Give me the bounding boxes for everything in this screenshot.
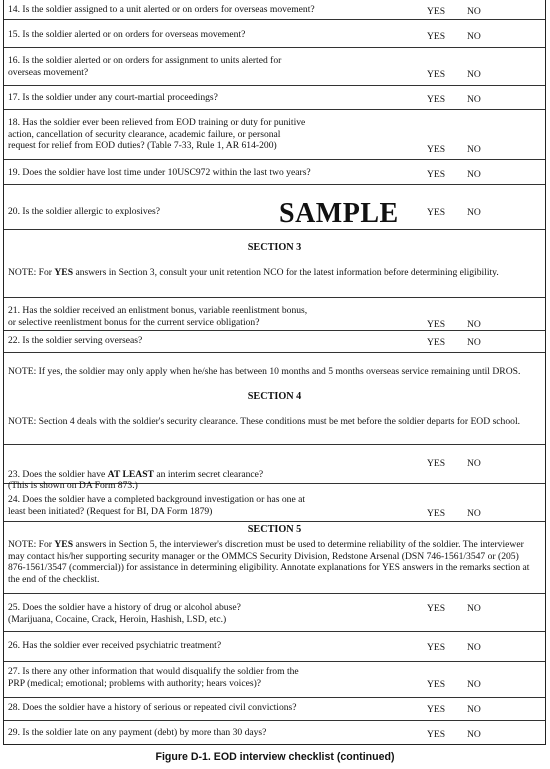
yes-option[interactable]: YES xyxy=(427,704,446,715)
no-option[interactable]: NO xyxy=(467,31,481,42)
question-text: 27. Is there any other information that would disqualify the soldier from the PRP (medical; emotional; problems with authority; hears voices)? xyxy=(8,666,299,689)
question-row-29 xyxy=(4,721,545,744)
question-row-14 xyxy=(4,0,545,20)
question-row-21 xyxy=(4,298,545,331)
overseas-note: NOTE: If yes, the soldier may only apply when he/she has between 10 months and 5 months overseas service remaining until DROS. xyxy=(8,366,521,377)
yes-option[interactable]: YES xyxy=(427,6,446,17)
section-5-heading: SECTION 5 xyxy=(247,524,302,535)
question-text: 29. Is the soldier late on any payment (debt) by more than 30 days? xyxy=(8,727,267,738)
yes-option[interactable]: YES xyxy=(427,729,446,740)
question-row-26 xyxy=(4,632,545,662)
question-row-25 xyxy=(4,594,545,632)
question-row-16 xyxy=(4,48,545,86)
no-option[interactable]: NO xyxy=(467,704,481,715)
no-option[interactable]: NO xyxy=(467,642,481,653)
question-text: 21. Has the soldier received an enlistment bonus, variable reenlistment bonus, or selective reenlistment bonus for the current service obligation? xyxy=(8,305,308,328)
question-row-18 xyxy=(4,110,545,160)
question-text: 22. Is the soldier serving overseas? xyxy=(8,335,143,346)
question-text: 28. Does the soldier have a history of serious or repeated civil convictions? xyxy=(8,702,297,713)
no-option[interactable]: NO xyxy=(467,94,481,105)
yes-option[interactable]: YES xyxy=(427,458,446,469)
yes-option[interactable]: YES xyxy=(427,337,446,348)
yes-option[interactable]: YES xyxy=(427,679,446,690)
section-3-heading: SECTION 3 xyxy=(247,242,302,253)
no-option[interactable]: NO xyxy=(467,458,481,469)
no-option[interactable]: NO xyxy=(467,679,481,690)
yes-option[interactable]: YES xyxy=(427,94,446,105)
no-option[interactable]: NO xyxy=(467,729,481,740)
no-option[interactable]: NO xyxy=(467,69,481,80)
question-text: 16. Is the soldier alerted or on orders for assignment to units alerted for overseas movement? xyxy=(8,55,282,78)
question-text: 17. Is the soldier under any court-martial proceedings? xyxy=(8,92,218,103)
question-text: 20. Is the soldier allergic to explosives? xyxy=(8,206,160,217)
checklist-frame xyxy=(3,0,546,745)
question-row-20 xyxy=(4,185,545,230)
note-text: NOTE: For YES answers in Section 5, the interviewer's discretion must be used to determine reliability of the soldier. The interviewer may contact his/her supporting security manager or the OMMCS Security Division, Redstone Arsenal (DSN 746-1561/3547 or (205) 876-1561/3547 (commercial)) for assistance in determining eligibility. Annotate explanations for YES answers in the remarks section at the end of the checklist. xyxy=(8,539,530,585)
figure-caption: Figure D-1. EOD interview checklist (continued) xyxy=(155,751,395,763)
question-row-22 xyxy=(4,331,545,353)
question-text: 14. Is the soldier assigned to a unit alerted or on orders for overseas movement? xyxy=(8,4,315,15)
section-5-note xyxy=(4,522,545,594)
question-text: 25. Does the soldier have a history of drug or alcohol abuse? (Marijuana, Cocaine, Crack, Heroin, Hashish, LSD, etc.) xyxy=(8,602,241,625)
yes-option[interactable]: YES xyxy=(427,31,446,42)
sample-watermark: SAMPLE xyxy=(279,198,399,229)
question-row-23 xyxy=(4,445,545,492)
no-option[interactable]: NO xyxy=(467,319,481,330)
yes-option[interactable]: YES xyxy=(427,319,446,330)
question-text: 18. Has the soldier ever been relieved from EOD training or duty for punitive action, cancellation of security clearance, academic failure, or personal request for relief from EOD duties? (Table 7-33, Rule 1, AR 614-200) xyxy=(8,117,306,152)
question-text: 26. Has the soldier ever received psychiatric treatment? xyxy=(8,640,222,651)
no-option[interactable]: NO xyxy=(467,337,481,348)
yes-option[interactable]: YES xyxy=(427,169,446,180)
note-text: NOTE: Section 4 deals with the soldier's security clearance. These conditions must be met before the soldier departs for EOD school. xyxy=(8,416,521,427)
yes-option[interactable]: YES xyxy=(427,144,446,155)
yes-option[interactable]: YES xyxy=(427,508,446,519)
question-row-17 xyxy=(4,86,545,110)
question-row-28 xyxy=(4,698,545,721)
question-text: 19. Does the soldier have lost time under 10USC972 within the last two years? xyxy=(8,167,311,178)
yes-option[interactable]: YES xyxy=(427,603,446,614)
question-text: 15. Is the soldier alerted or on orders for overseas movement? xyxy=(8,29,246,40)
question-row-24 xyxy=(4,484,545,522)
no-option[interactable]: NO xyxy=(467,169,481,180)
yes-option[interactable]: YES xyxy=(427,69,446,80)
question-row-19 xyxy=(4,160,545,185)
question-text: 24. Does the soldier have a completed background investigation or has one at least been initiated? (Request for BI, DA Form 1879) xyxy=(8,494,306,517)
section-4-note xyxy=(4,353,545,445)
note-text: NOTE: For YES answers in Section 3, consult your unit retention NCO for the latest information before determining eligibility. xyxy=(8,267,499,278)
question-text: 23. Does the soldier have AT LEAST an interim secret clearance? (This is shown on DA Form 873.) xyxy=(8,468,264,492)
no-option[interactable]: NO xyxy=(467,508,481,519)
section-3-note xyxy=(4,230,545,298)
question-row-15 xyxy=(4,20,545,48)
yes-option[interactable]: YES xyxy=(427,207,446,218)
no-option[interactable]: NO xyxy=(467,144,481,155)
no-option[interactable]: NO xyxy=(467,603,481,614)
yes-option[interactable]: YES xyxy=(427,642,446,653)
question-row-27 xyxy=(4,662,545,698)
no-option[interactable]: NO xyxy=(467,207,481,218)
no-option[interactable]: NO xyxy=(467,6,481,17)
section-4-heading: SECTION 4 xyxy=(247,391,302,402)
